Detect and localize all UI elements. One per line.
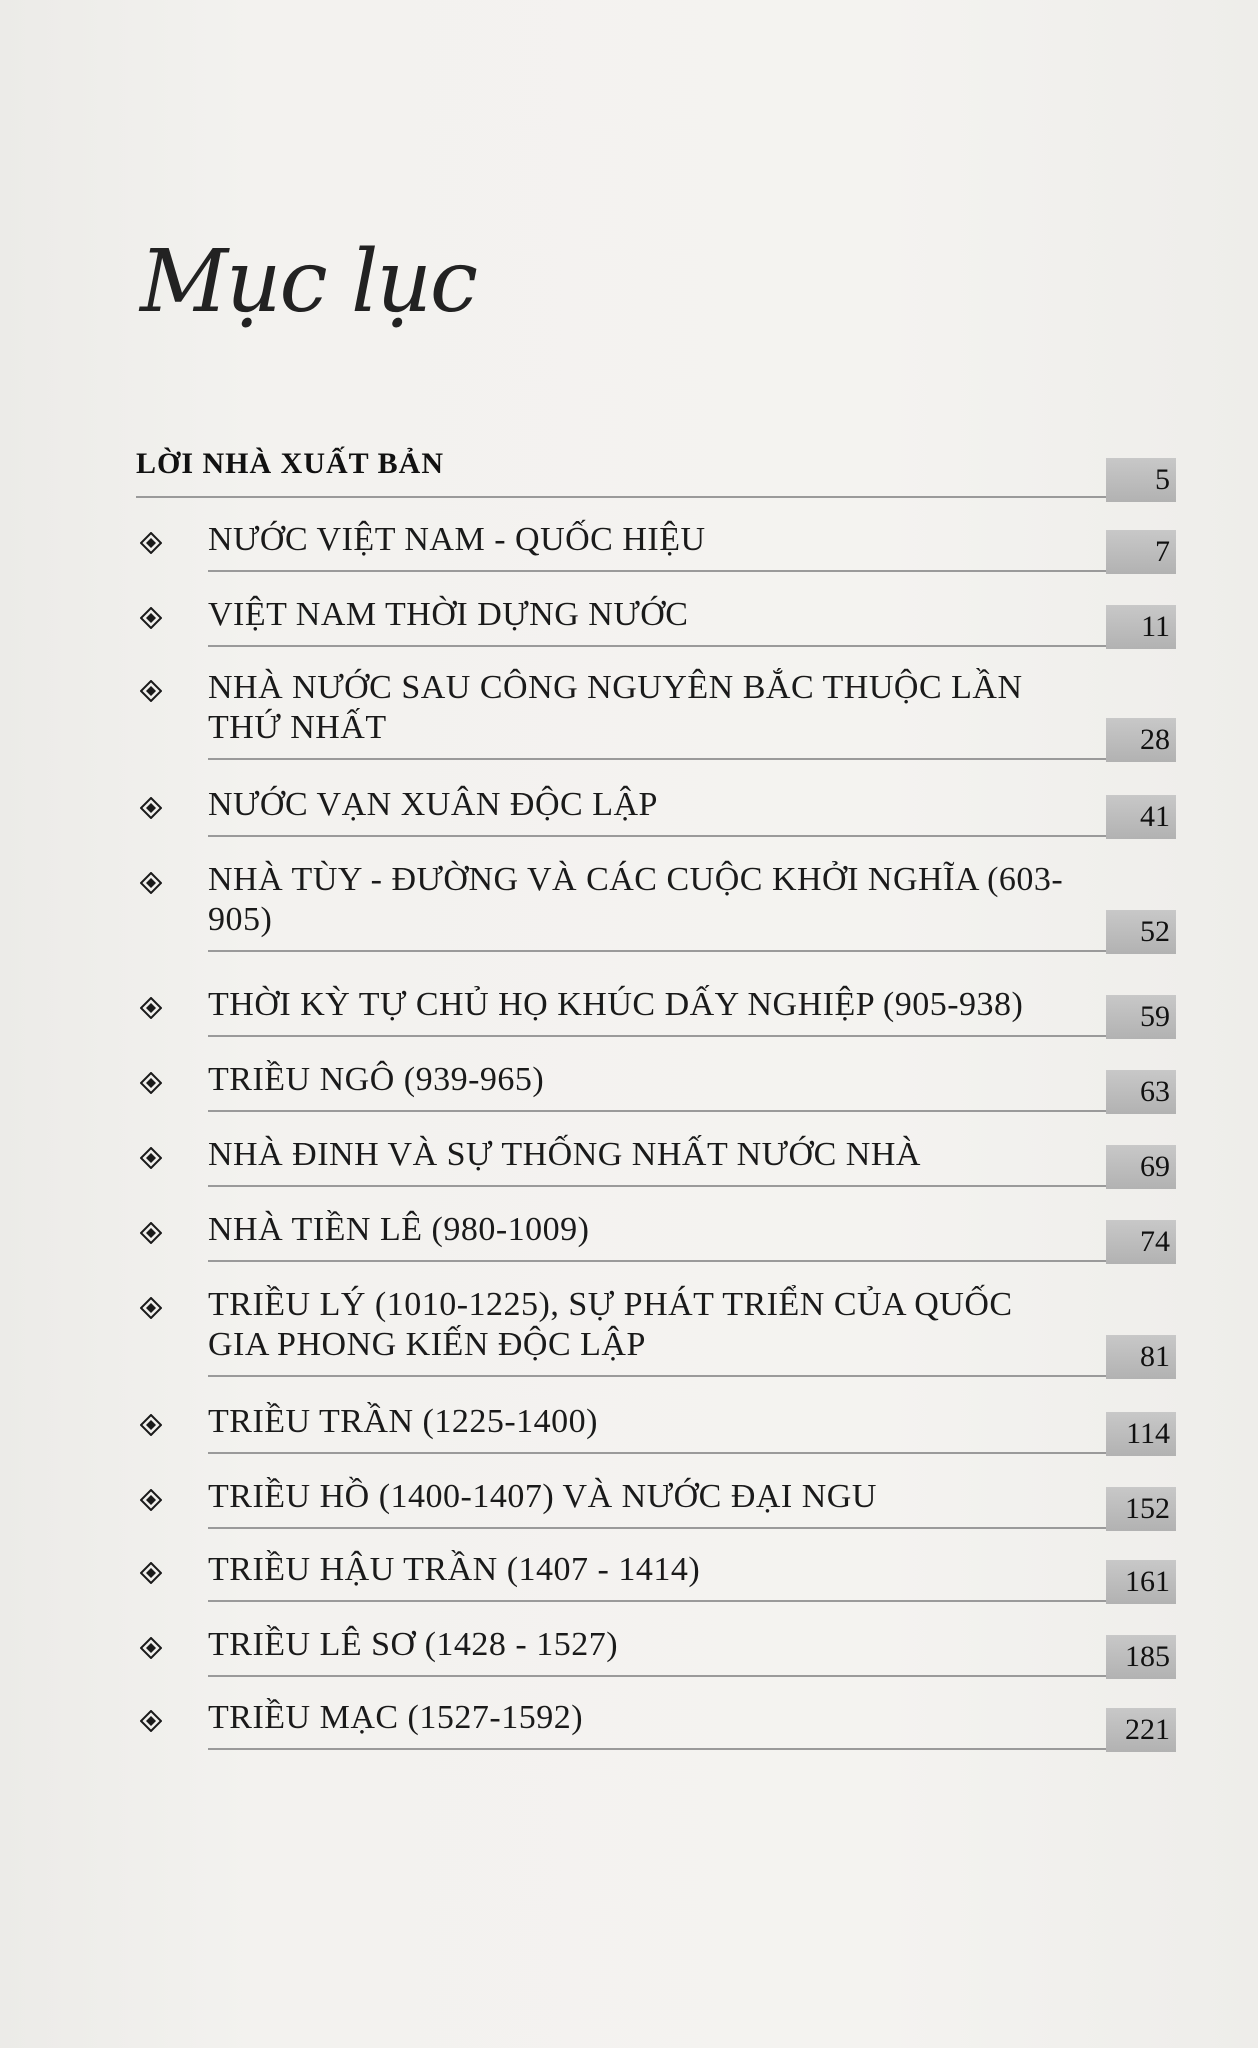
toc-page-number: 7 [1106, 530, 1176, 574]
toc-rule [208, 645, 1176, 647]
diamond-bullet-icon [140, 1562, 162, 1584]
toc-rule [208, 835, 1176, 837]
toc-page-number: 41 [1106, 795, 1176, 839]
toc-rule [208, 1675, 1176, 1677]
toc-rule [208, 1527, 1176, 1529]
toc-entry-label: TRIỀU MẠC (1527-1592) [208, 1699, 584, 1736]
toc-entry-label: THỜI KỲ TỰ CHỦ HỌ KHÚC DẤY NGHIỆP (905-938) [208, 986, 1024, 1023]
toc-page-number: 185 [1106, 1635, 1176, 1679]
toc-rule [208, 570, 1176, 572]
diamond-bullet-icon [140, 1222, 162, 1244]
toc-rule [208, 1452, 1176, 1454]
toc-preface [136, 440, 1176, 498]
toc-preface-label: LỜI NHÀ XUẤT BẢN [136, 447, 444, 480]
diamond-bullet-icon [140, 997, 162, 1019]
toc-rule [208, 950, 1176, 952]
diamond-bullet-icon [140, 872, 162, 894]
toc-entry-label: NƯỚC VẠN XUÂN ĐỘC LẬP [208, 786, 658, 823]
toc-rule [208, 1748, 1176, 1750]
page-title: Mục lục [140, 232, 477, 332]
diamond-bullet-icon [140, 1072, 162, 1094]
toc-rule [208, 1260, 1176, 1262]
toc-page-number: 63 [1106, 1070, 1176, 1114]
toc-page-number: 74 [1106, 1220, 1176, 1264]
toc-entry-label: NƯỚC VIỆT NAM - QUỐC HIỆU [208, 521, 706, 558]
diamond-bullet-icon [140, 1297, 162, 1319]
toc-rule [208, 1185, 1176, 1187]
toc-rule [136, 496, 1176, 498]
toc-page-number: 161 [1106, 1560, 1176, 1604]
toc-entry-label: TRIỀU HỒ (1400-1407) VÀ NƯỚC ĐẠI NGU [208, 1478, 877, 1515]
toc-rule [208, 1035, 1176, 1037]
diamond-bullet-icon [140, 1414, 162, 1436]
diamond-bullet-icon [140, 1637, 162, 1659]
toc-page-number: 69 [1106, 1145, 1176, 1189]
toc-rule [208, 1375, 1176, 1377]
toc-page-number: 81 [1106, 1335, 1176, 1379]
toc-page-number: 28 [1106, 718, 1176, 762]
diamond-bullet-icon [140, 607, 162, 629]
diamond-bullet-icon [140, 1489, 162, 1511]
toc-entry-label: TRIỀU HẬU TRẦN (1407 - 1414) [208, 1551, 701, 1588]
toc-rule [208, 1110, 1176, 1112]
toc-page-number: 114 [1106, 1412, 1176, 1456]
toc-entry-label: TRIỀU LÊ SƠ (1428 - 1527) [208, 1626, 619, 1663]
diamond-bullet-icon [140, 1147, 162, 1169]
toc-entry-label: NHÀ TÙY - ĐƯỜNG VÀ CÁC CUỘC KHỞI NGHĨA (603-905) [208, 861, 1064, 938]
toc-entry-label: NHÀ ĐINH VÀ SỰ THỐNG NHẤT NƯỚC NHÀ [208, 1136, 921, 1173]
toc-page-number: 11 [1106, 605, 1176, 649]
toc-entry-label: VIỆT NAM THỜI DỰNG NƯỚC [208, 596, 689, 633]
toc-entry-label: TRIỀU LÝ (1010-1225), SỰ PHÁT TRIỂN CỦA QUỐC GIA PHONG KIẾN ĐỘC LẬP [208, 1286, 1013, 1363]
toc-page-number: 152 [1106, 1487, 1176, 1531]
toc-page-number: 5 [1106, 458, 1176, 502]
toc-rule [208, 1600, 1176, 1602]
toc-page-number: 52 [1106, 910, 1176, 954]
toc-rule [208, 758, 1176, 760]
toc-entry-label: TRIỀU NGÔ (939-965) [208, 1061, 545, 1098]
toc-entry-label: NHÀ NƯỚC SAU CÔNG NGUYÊN BẮC THUỘC LẦN THỨ NHẤT [208, 669, 1023, 746]
toc-entry-label: TRIỀU TRẦN (1225-1400) [208, 1403, 598, 1440]
diamond-bullet-icon [140, 532, 162, 554]
toc-page-number: 59 [1106, 995, 1176, 1039]
diamond-bullet-icon [140, 797, 162, 819]
diamond-bullet-icon [140, 1710, 162, 1732]
toc-entry-label: NHÀ TIỀN LÊ (980-1009) [208, 1211, 590, 1248]
toc-page-number: 221 [1106, 1708, 1176, 1752]
diamond-bullet-icon [140, 680, 162, 702]
